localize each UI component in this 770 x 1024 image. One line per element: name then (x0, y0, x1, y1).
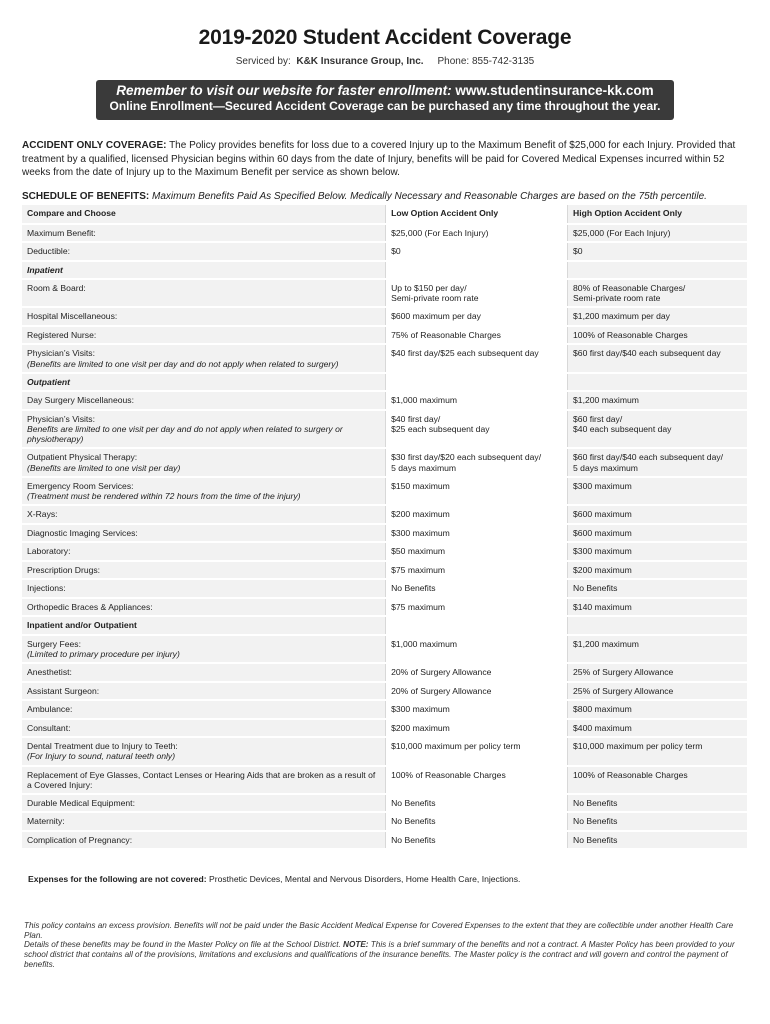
empty-cell (386, 261, 568, 280)
low-option-value: $75 maximum (386, 598, 568, 617)
low-option-value: $75 maximum (386, 561, 568, 580)
low-option-value: 20% of Surgery Allowance (386, 663, 568, 682)
high-option-value: $60 first day/ $40 each subsequent day (568, 410, 747, 449)
table-row (22, 344, 747, 372)
high-option-value: $600 maximum (568, 505, 747, 524)
section-row (22, 616, 747, 635)
table-row (22, 448, 747, 476)
section-row (22, 373, 747, 392)
benefit-cell (22, 598, 386, 617)
schedule-label: SCHEDULE OF BENEFITS: (22, 191, 150, 202)
table-row (22, 505, 747, 524)
low-option-value: No Benefits (386, 579, 568, 598)
serviced-label: Serviced by: (235, 56, 291, 67)
benefit-cell (22, 737, 386, 765)
section-row (22, 261, 747, 280)
section-label: Outpatient (22, 373, 386, 392)
benefit-cell (22, 326, 386, 345)
low-option-value: $0 (386, 242, 568, 261)
phone-number: Phone: 855-742-3135 (437, 56, 535, 67)
high-option-value: 25% of Surgery Allowance (568, 663, 747, 682)
schedule-heading (22, 191, 750, 202)
low-option-value: $150 maximum (386, 477, 568, 505)
high-option-value: $60 first day/$40 each subsequent day/ 5 days maximum (568, 448, 747, 476)
header-low-option: Low Option Accident Only (386, 205, 568, 224)
high-option-value: No Benefits (568, 831, 747, 850)
benefit-label: Outpatient Physical Therapy: (27, 452, 138, 463)
benefit-cell (22, 635, 386, 663)
banner-line2: Online Enrollment—Secured Accident Coverage can be purchased any time throughout the year. (109, 99, 661, 113)
benefit-note: (Treatment must be rendered within 72 hours from the time of the injury) (27, 491, 301, 502)
low-option-value: $10,000 maximum per policy term (386, 737, 568, 765)
low-option-value: 100% of Reasonable Charges (386, 766, 568, 794)
low-option-value: $25,000 (For Each Injury) (386, 224, 568, 243)
high-option-value: $200 maximum (568, 561, 747, 580)
benefit-label: Ambulance: (27, 704, 73, 715)
benefit-cell (22, 682, 386, 701)
benefit-cell (22, 766, 386, 794)
table-row (22, 279, 747, 307)
low-option-value: $50 maximum (386, 542, 568, 561)
benefit-label: Laboratory: (27, 546, 71, 557)
low-option-value: No Benefits (386, 812, 568, 831)
benefit-note: (For Injury to sound, natural teeth only) (27, 751, 176, 762)
high-option-value: 100% of Reasonable Charges (568, 326, 747, 345)
website-link[interactable]: www.studentinsurance-kk.com (455, 83, 654, 98)
table-row (22, 391, 747, 410)
table-row (22, 794, 747, 813)
benefit-note: Benefits are limited to one visit per day and do not apply when related to surgery or physiotherapy) (27, 424, 343, 445)
table-row (22, 542, 747, 561)
high-option-value: No Benefits (568, 579, 747, 598)
benefit-cell (22, 410, 386, 449)
low-option-value: No Benefits (386, 831, 568, 850)
benefit-cell (22, 719, 386, 738)
table-row (22, 812, 747, 831)
details-pre: Details of these benefits may be found in the Master Policy on file at the School District. (24, 940, 344, 949)
high-option-value: $1,200 maximum (568, 635, 747, 663)
benefit-label: Physician’s Visits: (27, 348, 95, 359)
benefit-label: Durable Medical Equipment: (27, 797, 135, 808)
low-option-value: Up to $150 per day/ Semi-private room rate (386, 279, 568, 307)
benefits-table (22, 205, 747, 850)
benefit-cell (22, 477, 386, 505)
table-row (22, 663, 747, 682)
table-row (22, 700, 747, 719)
table-row (22, 682, 747, 701)
high-option-value: 100% of Reasonable Charges (568, 766, 747, 794)
low-option-value: $300 maximum (386, 700, 568, 719)
details-post: This is a brief summary of the benefits and not a contract. A Master Policy has been provided to your school district that contains all of the provisions, limitations and exclusions and qualifications of the insurance benefits. The Master policy is the contract and will govern and control the payment of benefits. (24, 940, 735, 970)
table-row (22, 307, 747, 326)
low-option-value: $30 first day/$20 each subsequent day/ 5 days maximum (386, 448, 568, 476)
header-high-option: High Option Accident Only (568, 205, 747, 224)
high-option-value: $300 maximum (568, 542, 747, 561)
benefit-note: (Limited to primary procedure per injury) (27, 648, 180, 659)
high-option-value: $800 maximum (568, 700, 747, 719)
benefit-note: (Benefits are limited to one visit per day) (27, 462, 181, 473)
benefit-cell (22, 542, 386, 561)
table-row (22, 561, 747, 580)
exclusions-line (28, 874, 748, 884)
schedule-text: Maximum Benefits Paid As Specified Below. Medically Necessary and Reasonable Charges are based on the 75th percentile. (152, 191, 707, 202)
coverage-paragraph (22, 139, 750, 180)
high-option-value: 25% of Surgery Allowance (568, 682, 747, 701)
high-option-value: $25,000 (For Each Injury) (568, 224, 747, 243)
table-row (22, 719, 747, 738)
benefit-cell (22, 344, 386, 372)
table-row (22, 477, 747, 505)
benefit-label: Room & Board: (27, 283, 86, 293)
serviced-company: K&K Insurance Group, Inc. (296, 56, 424, 67)
benefit-label: Physician’s Visits: (27, 413, 95, 424)
benefit-cell (22, 794, 386, 813)
benefit-label: Injections: (27, 583, 66, 594)
table-row (22, 242, 747, 261)
benefit-label: Day Surgery Miscellaneous: (27, 395, 134, 406)
table-row (22, 224, 747, 243)
benefit-label: Replacement of Eye Glasses, Contact Lenses or Hearing Aids that are broken as a result of a Covered Injury: (27, 769, 376, 790)
benefit-label: Prescription Drugs: (27, 564, 101, 575)
table-row (22, 410, 747, 449)
high-option-value: 80% of Reasonable Charges/ Semi-private room rate (568, 279, 747, 307)
benefit-label: Diagnostic Imaging Services: (27, 527, 138, 538)
benefit-cell (22, 561, 386, 580)
high-option-value: $600 maximum (568, 524, 747, 543)
high-option-value: $400 maximum (568, 719, 747, 738)
benefit-cell (22, 224, 386, 243)
table-row (22, 831, 747, 850)
benefit-cell (22, 391, 386, 410)
benefit-cell (22, 307, 386, 326)
high-option-value: No Benefits (568, 794, 747, 813)
table-row (22, 766, 747, 794)
benefit-cell (22, 700, 386, 719)
benefit-label: Dental Treatment due to Injury to Teeth: (27, 741, 178, 752)
benefit-label: Assistant Surgeon: (27, 685, 100, 696)
benefit-cell (22, 663, 386, 682)
low-option-value: No Benefits (386, 794, 568, 813)
coverage-text: The Policy provides benefits for loss due to a covered Injury up to the Maximum Benefit of $25,000 for each Injury. Provided that treatment by a qualified, licensed Physician begins within 60 days from the date of Injury, benefits will be paid for Covered Medical Expenses incurred within 52 weeks from the date of Injury up to the Maximum Benefit per service as shown below. (22, 140, 736, 178)
low-option-value: $1,000 maximum (386, 635, 568, 663)
section-label: Inpatient and/or Outpatient (22, 616, 386, 635)
benefit-label: Emergency Room Services: (27, 480, 134, 491)
low-option-value: 75% of Reasonable Charges (386, 326, 568, 345)
table-row (22, 635, 747, 663)
serviced-by-line (0, 56, 770, 67)
benefit-cell (22, 524, 386, 543)
benefit-cell (22, 505, 386, 524)
banner-line1-text: Remember to visit our website for faster enrollment: (116, 83, 452, 98)
empty-cell (568, 616, 747, 635)
benefit-label: Maximum Benefit: (27, 227, 96, 238)
section-label: Inpatient (22, 261, 386, 280)
high-option-value: $10,000 maximum per policy term (568, 737, 747, 765)
benefit-cell (22, 279, 386, 307)
benefit-label: Anesthetist: (27, 667, 72, 678)
benefit-label: Orthopedic Braces & Appliances: (27, 601, 153, 612)
low-option-value: $40 first day/ $25 each subsequent day (386, 410, 568, 449)
table-header-row (22, 205, 747, 224)
low-option-value: $200 maximum (386, 505, 568, 524)
benefit-label: Hospital Miscellaneous: (27, 311, 118, 322)
benefit-label: Deductible: (27, 246, 70, 256)
low-option-value: $600 maximum per day (386, 307, 568, 326)
exclusions-label: Expenses for the following are not covered: (28, 874, 207, 884)
table-row (22, 598, 747, 617)
high-option-value: $1,200 maximum per day (568, 307, 747, 326)
benefit-label: Complication of Pregnancy: (27, 834, 133, 845)
low-option-value: $1,000 maximum (386, 391, 568, 410)
table-row (22, 524, 747, 543)
low-option-value: $200 maximum (386, 719, 568, 738)
benefit-cell (22, 448, 386, 476)
benefit-cell (22, 831, 386, 850)
empty-cell (568, 261, 747, 280)
benefit-cell (22, 579, 386, 598)
exclusions-text: Prosthetic Devices, Mental and Nervous Disorders, Home Health Care, Injections. (206, 874, 521, 884)
empty-cell (568, 373, 747, 392)
enrollment-banner (96, 80, 674, 120)
benefit-label: Registered Nurse: (27, 329, 97, 340)
benefit-label: Surgery Fees: (27, 638, 81, 649)
details-note-label: NOTE: (343, 940, 369, 949)
table-row (22, 737, 747, 765)
high-option-value: No Benefits (568, 812, 747, 831)
high-option-value: $300 maximum (568, 477, 747, 505)
benefit-cell (22, 812, 386, 831)
details-note (24, 940, 746, 971)
empty-cell (386, 373, 568, 392)
benefit-note: (Benefits are limited to one visit per day and do not apply when related to surgery) (27, 358, 339, 369)
low-option-value: $40 first day/$25 each subsequent day (386, 344, 568, 372)
low-option-value: $300 maximum (386, 524, 568, 543)
table-row (22, 579, 747, 598)
benefit-label: Consultant: (27, 722, 71, 733)
high-option-value: $0 (568, 242, 747, 261)
benefit-label: X-Rays: (27, 509, 58, 520)
empty-cell (386, 616, 568, 635)
benefit-cell (22, 242, 386, 261)
coverage-label: ACCIDENT ONLY COVERAGE: (22, 140, 167, 151)
header-compare: Compare and Choose (22, 205, 386, 224)
banner-line1 (96, 83, 674, 98)
table-row (22, 326, 747, 345)
low-option-value: 20% of Surgery Allowance (386, 682, 568, 701)
benefit-label: Maternity: (27, 816, 65, 827)
high-option-value: $140 maximum (568, 598, 747, 617)
high-option-value: $1,200 maximum (568, 391, 747, 410)
page-title: 2019-2020 Student Accident Coverage (198, 26, 572, 49)
excess-provision-note: This policy contains an excess provision. Benefits will not be paid under the Basic Accident Medical Expense for Covered Expenses to the extent that they are collectible under another Health Care Plan. (24, 921, 734, 940)
high-option-value: $60 first day/$40 each subsequent day (568, 344, 747, 372)
